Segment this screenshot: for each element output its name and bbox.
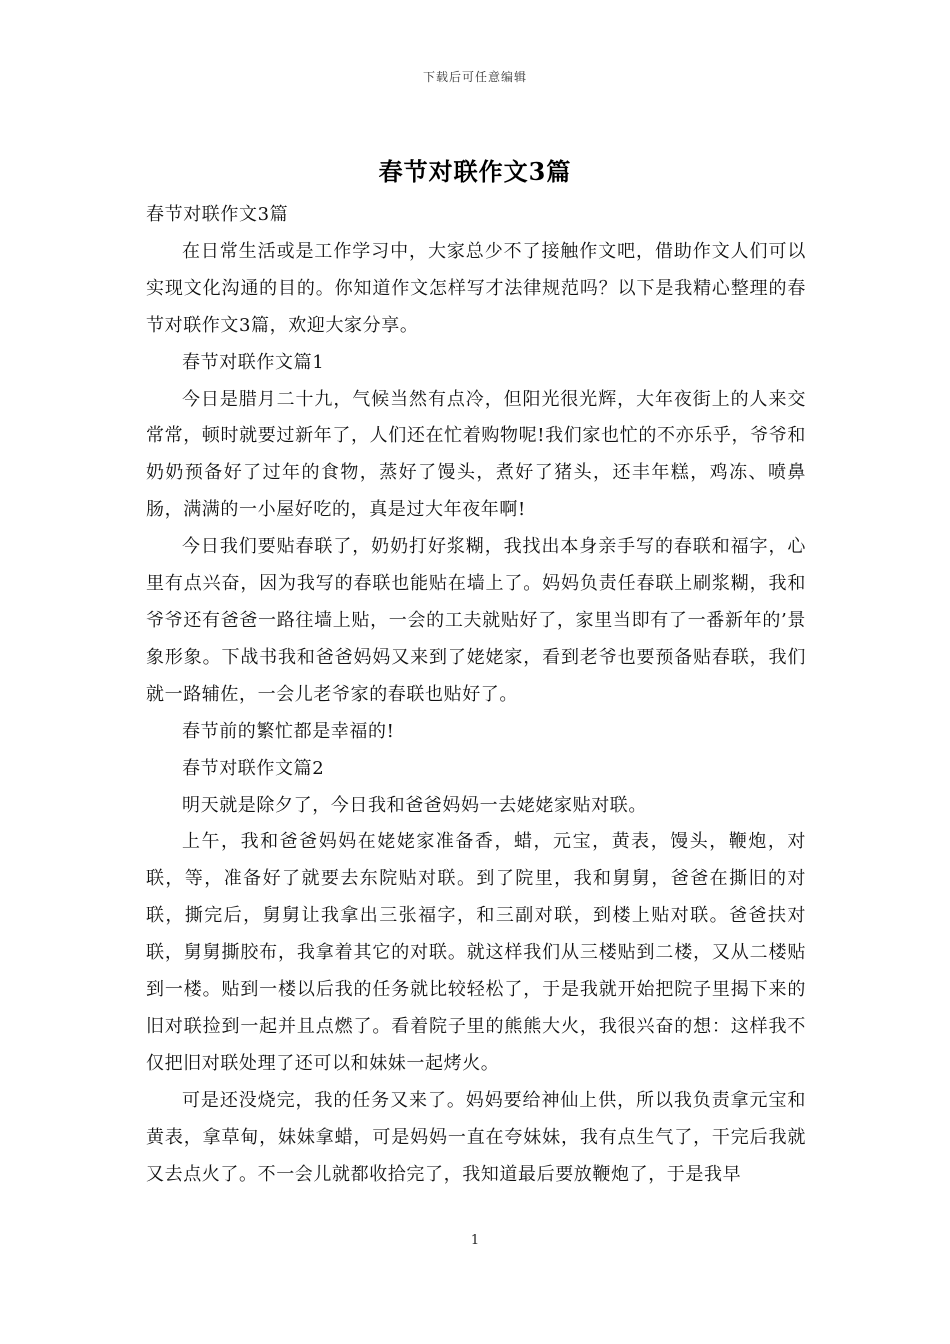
header-note: 下载后可任意编辑 (422, 70, 527, 84)
document-body (146, 197, 806, 1193)
body-paragraph: 春节前的繁忙都是幸福的! (182, 720, 395, 742)
document-title: 春节对联作文3篇 (378, 157, 572, 186)
body-paragraph: 今日是腊月二十九，气候当然有点冷，但阳光很光辉，大年夜街上的人来交常常，顿时就要过新年了，人们还在忙着购物呢!我们家也忙的不亦乐乎，爷爷和奶奶预备好了过年的食物，蒸好了馒头，煮好了猪头，还丰年糕，鸡冻、喷鼻肠，满满的一小屋好吃的，真是过大年夜年啊! (146, 388, 806, 521)
body-paragraph: 明天就是除夕了，今日我和爸爸妈妈一去姥姥家贴对联。 (182, 794, 647, 816)
subtitle-line: 春节对联作文3篇 (146, 204, 289, 225)
section-heading: 春节对联作文篇1 (182, 351, 325, 373)
section-heading: 春节对联作文篇2 (182, 757, 325, 779)
page-number: 1 (470, 1233, 480, 1248)
body-paragraph: 可是还没烧完，我的任务又来了。妈妈要给神仙上供，所以我负责拿元宝和黄表，拿草甸，妹妹拿蜡，可是妈妈一直在夸妹妹，我有点生气了，干完后我就又去点火了。不一会儿就都收拾完了，我知道最后要放鞭炮了，于是我早 (146, 1089, 806, 1185)
body-paragraph: 今日我们要贴春联了，奶奶打好浆糊，我找出本身亲手写的春联和福字，心里有点兴奋，因为我写的春联也能贴在墙上了。妈妈负责任春联上刷浆糊，我和爷爷还有爸爸一路往墙上贴，一会的工夫就贴好了，家里当即有了一番新年的’景象形象。下战书我和爸爸妈妈又来到了姥姥家，看到老爷也要预备贴春联，我们就一路辅佐，一会儿老爷家的春联也贴好了。 (146, 536, 806, 705)
body-paragraph: 上午，我和爸爸妈妈在姥姥家准备香，蜡，元宝，黄表，馒头，鞭炮，对联，等，准备好了就要去东院贴对联。到了院里，我和舅舅，爸爸在撕旧的对联，撕完后，舅舅让我拿出三张福字，和三副对联，到楼上贴对联。爸爸扶对联，舅舅撕胶布，我拿着其它的对联。就这样我们从三楼贴到二楼，又从二楼贴到一楼。贴到一楼以后我的任务就比较轻松了，于是我就开始把院子里揭下来的旧对联捡到一起并且点燃了。看着院子里的熊熊大火，我很兴奋的想：这样我不仅把旧对联处理了还可以和妹妹一起烤火。 (146, 831, 806, 1074)
intro-paragraph: 在日常生活或是工作学习中，大家总少不了接触作文吧，借助作文人们可以实现文化沟通的目的。你知道作文怎样写才法律规范吗？以下是我精心整理的春节对联作文3篇，欢迎大家分享。 (146, 240, 806, 336)
